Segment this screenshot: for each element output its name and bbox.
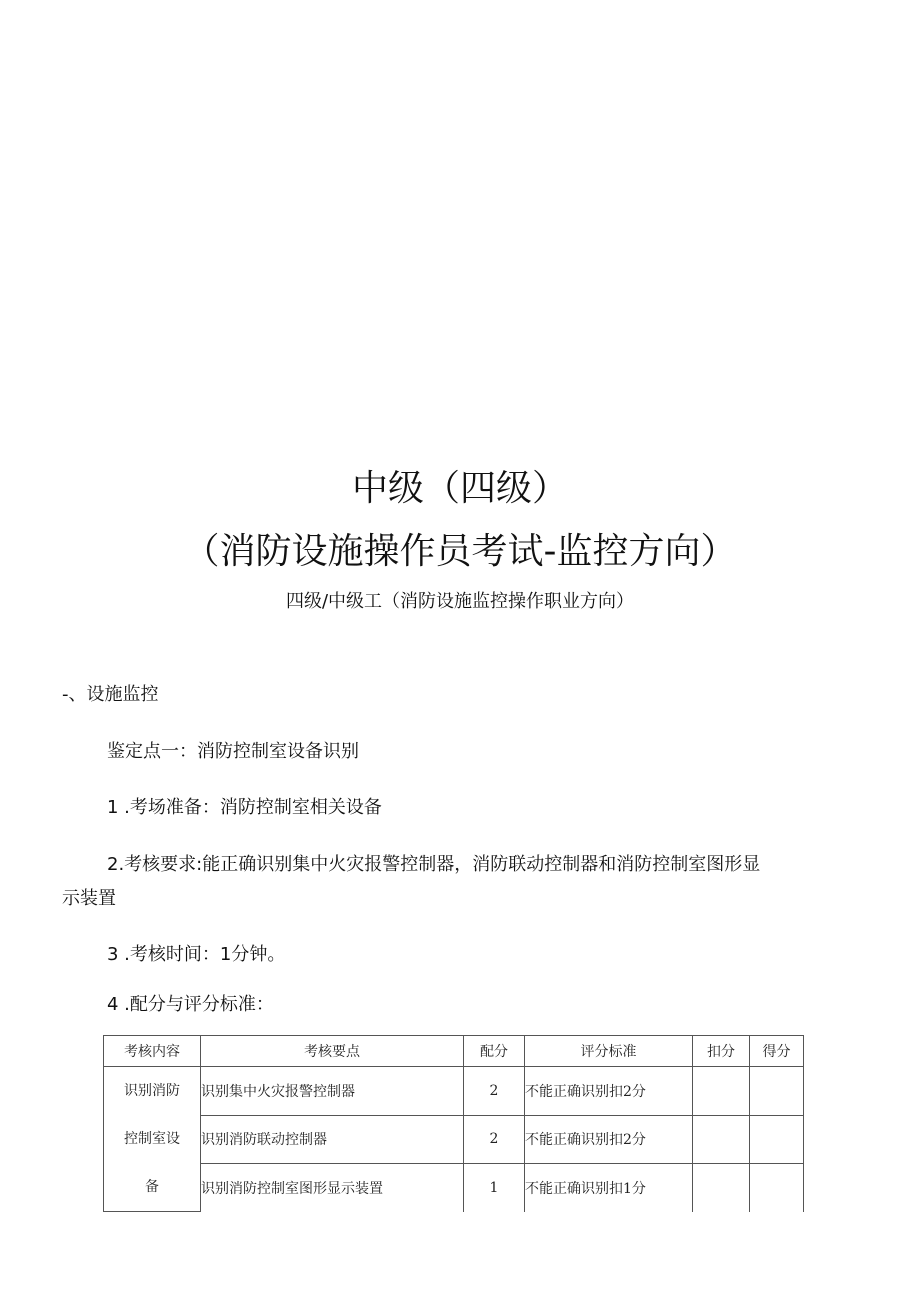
document-subtitle: （消防设施操作员考试-监控方向） [183, 531, 737, 572]
exam-requirement-continued: 示装置 [62, 888, 116, 909]
key-point-cell: 识别消防控制室图形显示装置 [201, 1164, 464, 1212]
table-header-row [104, 1036, 804, 1067]
scoring-standard-heading: 4 .配分与评分标准： [107, 994, 274, 1015]
header-score: 配分 [464, 1036, 525, 1067]
header-earned: 得分 [750, 1036, 804, 1067]
assessment-content-line: 备 [145, 1179, 159, 1195]
key-point-title: 鉴定点一：消防控制室设备识别 [107, 741, 359, 762]
earned-cell [750, 1164, 804, 1212]
standard-cell: 不能正确识别扣2分 [525, 1115, 693, 1164]
earned-cell [750, 1067, 804, 1116]
score-cell: 2 [464, 1067, 525, 1116]
header-standard: 评分标准 [525, 1036, 693, 1067]
table-row [104, 1067, 804, 1116]
header-key-point: 考核要点 [201, 1036, 464, 1067]
deduction-cell [693, 1115, 750, 1164]
table-row [104, 1115, 804, 1164]
exam-time: 3 .考核时间：1分钟。 [107, 944, 286, 965]
assessment-content-line: 控制室设 [124, 1131, 180, 1147]
standard-cell: 不能正确识别扣1分 [525, 1164, 693, 1212]
scoring-table [103, 1035, 804, 1212]
document-level-line: 四级/中级工（消防设施监控操作职业方向） [285, 591, 635, 612]
earned-cell [750, 1115, 804, 1164]
standard-cell: 不能正确识别扣2分 [525, 1067, 693, 1116]
key-point-cell: 识别集中火灾报警控制器 [201, 1067, 464, 1116]
assessment-content-line: 识别消防 [124, 1083, 180, 1099]
table-row [104, 1164, 804, 1212]
assessment-content-cell [104, 1067, 201, 1212]
exam-requirement: 2.考核要求:能正确识别集中火灾报警控制器，消防联动控制器和消防控制室图形显 [107, 854, 761, 875]
header-content: 考核内容 [104, 1036, 201, 1067]
key-point-cell: 识别消防联动控制器 [201, 1115, 464, 1164]
deduction-cell [693, 1164, 750, 1212]
deduction-cell [693, 1067, 750, 1116]
section-heading: -、设施监控 [62, 684, 159, 705]
document-title: 中级（四级） [351, 468, 568, 509]
exam-preparation: 1 .考场准备：消防控制室相关设备 [107, 797, 382, 818]
score-cell: 2 [464, 1115, 525, 1164]
score-cell: 1 [464, 1164, 525, 1212]
header-deduction: 扣分 [693, 1036, 750, 1067]
